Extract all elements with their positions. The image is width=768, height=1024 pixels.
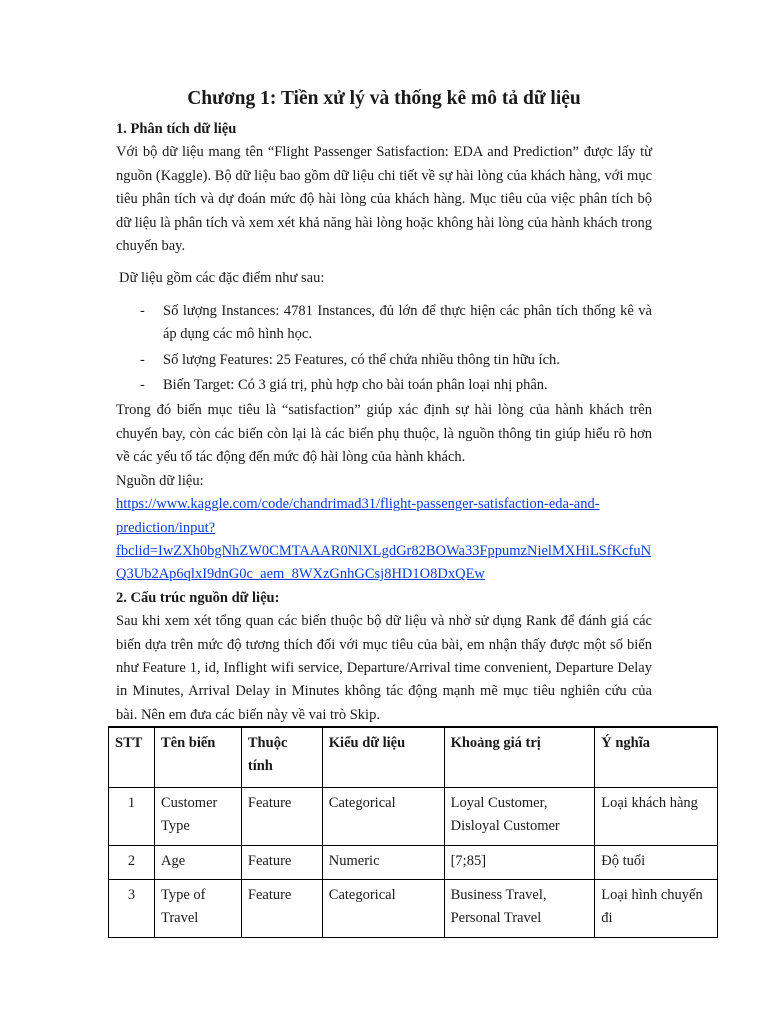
header-cell: Thuộc tính: [241, 727, 322, 787]
dataset-description-paragraph: Với bộ dữ liệu mang tên “Flight Passenger Satisfaction: EDA and Prediction” được lấy từ nguồn (Kaggle). Bộ dữ liệu bao gồm dữ liệu chi tiết về sự hài lòng của khách hàng, với mục tiêu phân tích và dự đoán mức độ hài lòng của khách hàng. Mục tiêu của việc phân tích bộ dữ liệu là phân tích và xem xét khả năng hài lòng hoặc không hài lòng của hành khách trong chuyến bay.: [116, 144, 652, 255]
source-link[interactable]: [116, 493, 652, 587]
table-cell: Categorical: [322, 787, 444, 845]
section-heading-structure: 2. Cấu trúc nguồn dữ liệu:: [116, 589, 280, 606]
table-cell: Age: [154, 845, 241, 879]
header-cell: STT: [109, 727, 155, 787]
table-cell: Numeric: [322, 845, 444, 879]
header-cell: Kiểu dữ liệu: [322, 727, 444, 787]
header-cell: Tên biến: [154, 727, 241, 787]
structure-paragraph: Sau khi xem xét tổng quan các biến thuộc bộ dữ liệu và nhờ sử dụng Rank để đánh giá các biến dựa trên mức độ tương thích đối với mục tiêu của bài, em nhận thấy được một số biến như Feature 1, id, Inflight wifi service, Departure/Arrival time convenient, Departure Delay in Minutes, Arrival Delay in Minutes không tác động mạnh mẽ mục tiêu nghiên cứu của bài. Nên em đưa các biến này về vai trò Skip.: [116, 613, 652, 723]
bullet-dash: -: [140, 351, 145, 368]
table-cell: Độ tuổi: [595, 845, 718, 879]
list-item: [116, 374, 652, 397]
features-intro: Dữ liệu gồm các đặc điểm như sau:: [119, 270, 325, 287]
header-cell: Ý nghĩa: [595, 727, 718, 787]
table-cell: Loại hình chuyến đi: [595, 880, 718, 938]
bullet-dash: -: [140, 377, 145, 394]
table-cell: 2: [109, 845, 155, 879]
table-cell: Feature: [241, 787, 322, 845]
table-cell: Type of Travel: [154, 880, 241, 938]
table-cell: Feature: [241, 880, 322, 938]
section-heading-analysis: 1. Phân tích dữ liệu: [116, 121, 237, 137]
source-link-line[interactable]: prediction/input?: [116, 519, 216, 536]
table-cell: Categorical: [322, 880, 444, 938]
table-cell: [7;85]: [444, 845, 595, 879]
header-cell: Khoảng giá trị: [444, 727, 595, 787]
table-row: [109, 880, 718, 938]
table-row: [109, 845, 718, 879]
source-label: Nguồn dữ liệu:: [116, 472, 204, 489]
features-list: [116, 300, 652, 398]
table-cell: Business Travel, Personal Travel: [444, 880, 595, 938]
source-link-line[interactable]: https://www.kaggle.com/code/chandrimad31/flight-passenger-satisfaction-eda-and-: [116, 496, 600, 513]
list-item: [116, 300, 652, 347]
table-cell: Loyal Customer, Disloyal Customer: [444, 787, 595, 845]
table-row: [109, 787, 718, 845]
source-link-line[interactable]: fbclid=IwZXh0bgNhZW0CMTAAAR0NlXLgdGr82BOWa33FppumzNielMXHiLSfKcfuN: [116, 542, 652, 559]
table-cell: 1: [109, 787, 155, 845]
table-cell: 3: [109, 880, 155, 938]
list-item-text: Số lượng Features: 25 Features, có thể chứa nhiều thông tin hữu ích.: [163, 351, 560, 368]
chapter-title: Chương 1: Tiền xử lý và thống kê mô tả dữ liệu: [187, 88, 581, 109]
target-variable-paragraph: Trong đó biến mục tiêu là “satisfaction” giúp xác định sự hài lòng của hành khách trên chuyến bay, còn các biến còn lại là các biến phụ thuộc, là nguồn thông tin giúp hiểu rõ hơn về các yếu tố tác động đến mức độ hài lòng của hành khách.: [116, 402, 652, 466]
list-item-text: Biến Target: Có 3 giá trị, phù hợp cho bài toán phân loại nhị phân.: [163, 377, 548, 394]
table-cell: Loại khách hàng: [595, 787, 718, 845]
variables-table: [108, 726, 718, 938]
list-item: [116, 349, 652, 372]
table-header-row: [109, 727, 718, 787]
bullet-dash: -: [140, 302, 145, 319]
table-cell: Customer Type: [154, 787, 241, 845]
list-item-text: Số lượng Instances: 4781 Instances, đủ lớn để thực hiện các phân tích thống kê và áp dụng các mô hình học.: [163, 302, 652, 343]
table-cell: Feature: [241, 845, 322, 879]
source-link-line[interactable]: Q3Ub2Ap6qlxI9dnG0c_aem_8WXzGnhGCsj8HD1O8DxQEw: [116, 566, 485, 583]
document-body: [116, 118, 652, 727]
